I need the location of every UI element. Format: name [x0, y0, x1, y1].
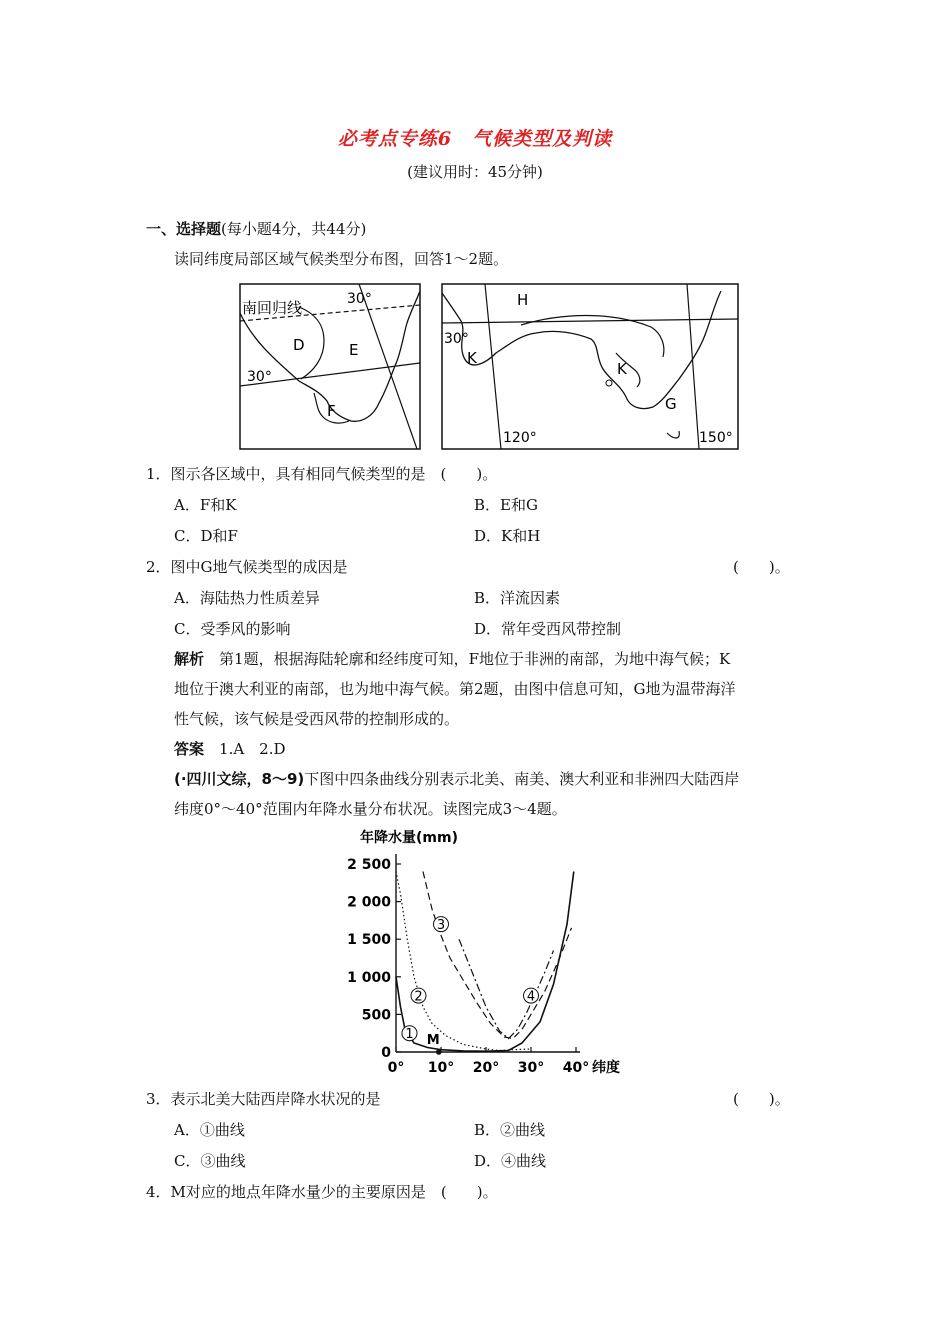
x-axis-label: 纬度 [592, 1060, 620, 1076]
intro-2-text-1: 下图中四条曲线分别表示北美、南美、澳大利亚和非洲四大陆西岸 [304, 770, 740, 788]
x-tick-label: 10° [427, 1060, 455, 1076]
q3-option-d: D．④曲线 [474, 1152, 547, 1170]
series-line-1 [396, 872, 574, 1052]
y-tick-label: 2 000 [347, 894, 391, 911]
map-left-lat30-top: 30° [347, 291, 372, 307]
y-axis-label: 年降水量(mm) [360, 830, 458, 846]
q2-option-c: C．受季风的影响 [174, 620, 291, 638]
point-m-label: M [426, 1033, 440, 1048]
q1-stem: 1．图示各区域中，具有相同气候类型的是 ( )。 [146, 465, 498, 483]
series-label: 2 [414, 989, 423, 1005]
q1-option-a: A．F和K [174, 496, 237, 514]
point-m-marker [436, 1049, 442, 1055]
q3-stem: 3．表示北美大陆西岸降水状况的是 [146, 1090, 381, 1108]
answer-label: 答案 [174, 740, 205, 758]
lon-line [359, 284, 417, 449]
map-left [239, 283, 421, 450]
y-tick-label: 2 500 [347, 857, 391, 873]
q3-paren: ( )。 [733, 1090, 790, 1108]
answer-line [174, 738, 286, 759]
map-right-label-k2: K [617, 360, 627, 378]
map-left-label-d: D [293, 336, 305, 354]
analysis-text-1: 第1题，根据海陆轮廓和经纬度可知，F地位于非洲的南部，为地中海气候；K [219, 650, 731, 668]
analysis-line-2: 地位于澳大利亚的南部，也为地中海气候。第2题，由图中信息可知，G地为温带海洋 [174, 680, 736, 698]
analysis-label: 解析 [174, 650, 205, 668]
x-tick-label: 30° [517, 1060, 545, 1076]
page-title: 必考点专练6 气候类型及判读 [337, 128, 613, 150]
map-right-label-h: H [517, 291, 529, 309]
map-right-label-k1: K [467, 349, 477, 367]
map-left-tropic-label: 南回归线 [242, 299, 303, 317]
intro-2-line-2: 纬度0°～40°范围内年降水量分布状况。读图完成3～4题。 [174, 800, 567, 818]
q4-stem: 4．M对应的地点年降水量少的主要原因是 ( )。 [146, 1183, 498, 1201]
q3-option-c: C．③曲线 [174, 1152, 246, 1170]
section-label: 一、选择题 [146, 220, 222, 238]
series-line-3 [423, 872, 572, 1039]
small-island [606, 380, 612, 386]
rainfall-chart [340, 826, 640, 1078]
q1-option-b: B．E和G [474, 496, 538, 514]
island [667, 431, 679, 438]
x-tick-label: 40° [562, 1060, 590, 1076]
intro-1: 读同纬度局部区域气候类型分布图，回答1～2题。 [174, 250, 509, 268]
y-tick-label: 1 000 [347, 969, 391, 986]
q3-option-b: B．②曲线 [474, 1121, 546, 1139]
section-note: (每小题4分，共44分) [221, 220, 367, 238]
map-right-lon150: 150° [699, 430, 733, 446]
q2-option-b: B．洋流因素 [474, 589, 561, 607]
page-subtitle: (建议用时：45分钟) [407, 163, 543, 181]
map-left-label-f: F [327, 402, 336, 420]
map-left-lat30-left: 30° [247, 369, 272, 385]
answer-text: 1.A 2.D [219, 740, 286, 758]
lat30-line-right [442, 319, 738, 323]
series-label: 4 [526, 989, 536, 1005]
y-tick-label: 0 [381, 1045, 391, 1061]
q2-stem: 2．图中G地气候类型的成因是 [146, 558, 348, 576]
map-right-lon120: 120° [503, 430, 537, 446]
lon150-line [687, 284, 699, 449]
q1-option-c: C．D和F [174, 527, 238, 545]
y-tick-label: 500 [361, 1007, 391, 1024]
coastline-right [442, 291, 721, 409]
x-tick-label: 20° [472, 1060, 500, 1076]
q3-option-a: A．①曲线 [174, 1121, 245, 1139]
x-tick-label: 0° [387, 1060, 405, 1076]
y-tick-label: 1 500 [347, 932, 391, 949]
section-heading [146, 218, 366, 239]
map-right-label-g: G [665, 395, 677, 413]
q2-paren: ( )。 [733, 558, 790, 576]
intro-2-source: (·四川文综，8～9) [174, 770, 305, 788]
map-right-lat30: 30° [444, 331, 469, 347]
series-label: 3 [436, 918, 446, 934]
intro-2-line-1 [174, 768, 739, 789]
series-line-2 [396, 872, 531, 1051]
analysis-line-1 [174, 648, 730, 669]
analysis-line-3: 性气候，该气候是受西风带的控制形成的。 [174, 710, 460, 728]
lon120-line [485, 284, 501, 449]
series-label: 1 [405, 1027, 414, 1043]
q2-option-a: A．海陆热力性质差异 [174, 589, 320, 607]
q2-option-d: D．常年受西风带控制 [474, 620, 622, 638]
map-right [441, 283, 739, 450]
map-left-label-e: E [349, 341, 359, 359]
q1-option-d: D．K和H [474, 527, 541, 545]
